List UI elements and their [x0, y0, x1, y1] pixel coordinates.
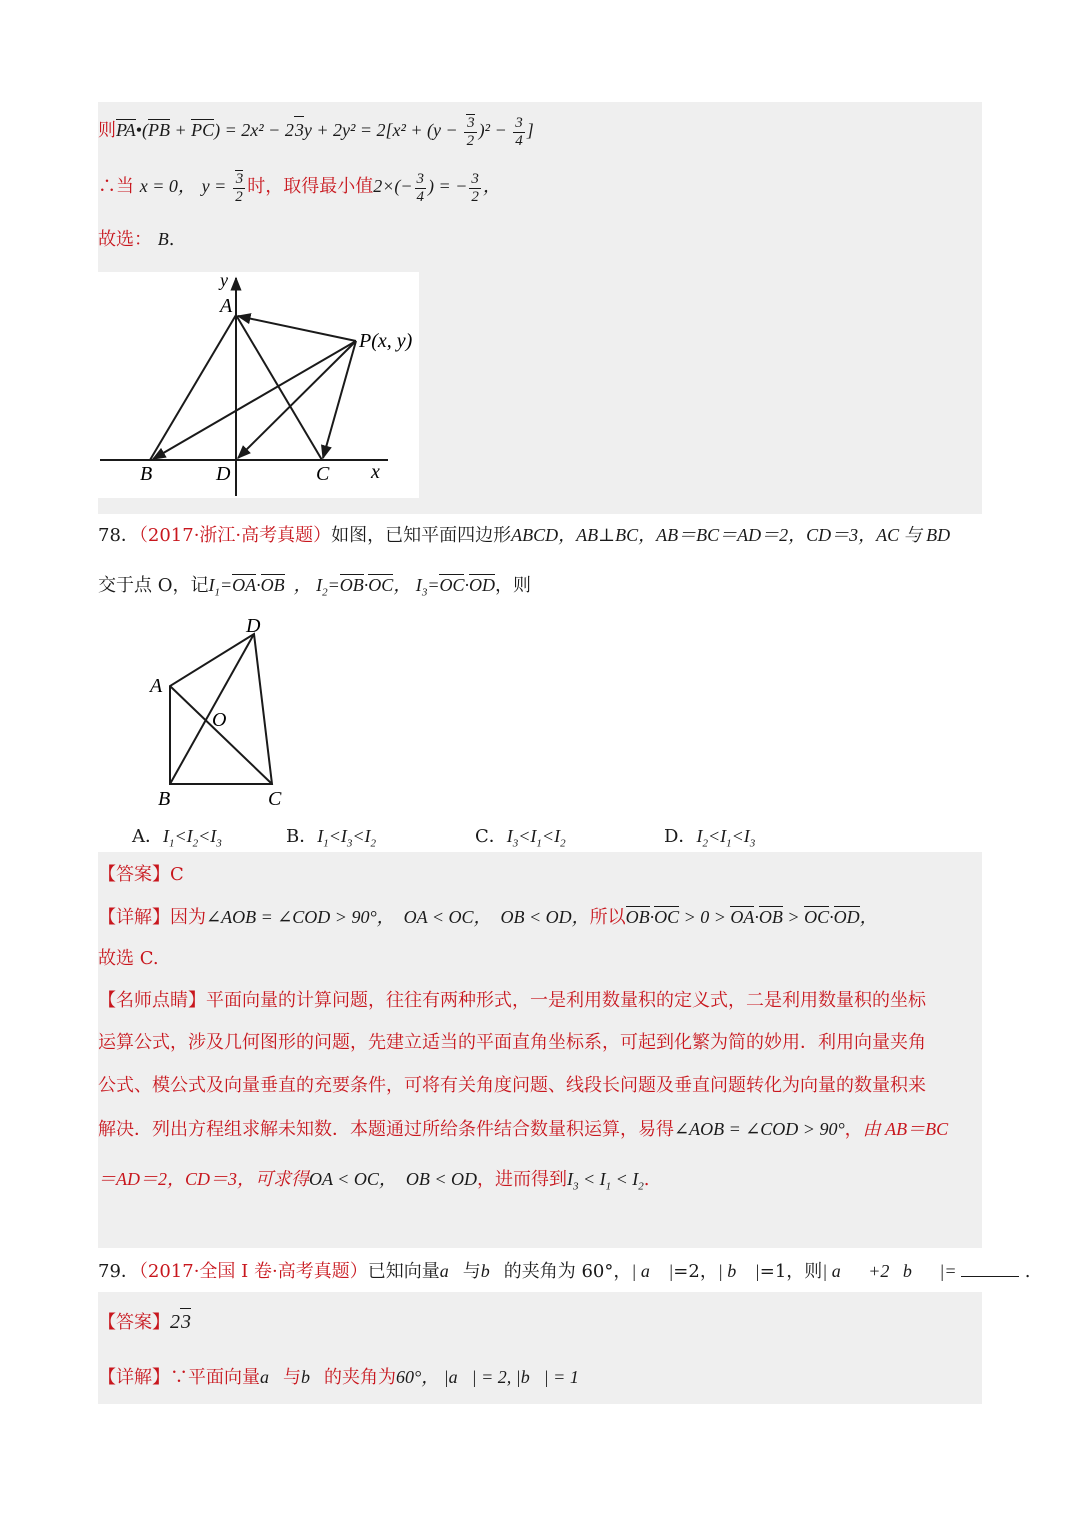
min-value-expression: 2×(− $\frac{3}{4}$ ) = − $\frac{3}{2}$ ，	[373, 170, 501, 205]
stem-78-c: 交于点 O，记	[98, 575, 209, 596]
answer-blank-79[interactable]	[961, 1260, 1019, 1277]
prefix-then: 则	[98, 120, 116, 142]
q78-stem-line-1	[98, 522, 950, 549]
option-c-expr: $I_3<I_1<I_2$	[506, 826, 566, 850]
detail-79-values: 60°， |a⃗| = 2, |b⃗| = 1	[396, 1367, 579, 1387]
vector-a: a⃗	[439, 1261, 463, 1281]
option-d[interactable]	[664, 822, 755, 850]
label-A: A	[220, 295, 233, 317]
stem-78-d: ，则	[494, 575, 531, 596]
figure-78-svg	[140, 610, 290, 810]
x-equals-zero: x = 0，	[139, 176, 196, 197]
option-c-letter: C．	[475, 826, 507, 847]
I-definitions: $I_1=OA\cdot OB$ ， $I_2=OB\cdot OC$， $I_3=OC\cdot OD$	[208, 575, 495, 599]
segment-AB	[150, 315, 236, 460]
detail-79-c: 的夹角为	[324, 1367, 397, 1388]
q78-answer-line	[98, 862, 184, 888]
stem-78-a: 如图，已知平面四边形	[331, 525, 512, 546]
y-value: y = $\frac{3}{2}$	[201, 171, 244, 205]
vector-b: b⃗	[480, 1261, 504, 1281]
detail-78-a: 因为	[170, 907, 206, 928]
figure-77	[98, 272, 419, 498]
label-D: D	[216, 463, 231, 485]
label-A: A	[150, 675, 163, 697]
tip-tag-78: 【名师点睛】	[98, 990, 206, 1011]
tip-78-ineq1: OA < OC， OB < OD	[309, 1169, 477, 1189]
label-x: x	[371, 461, 380, 483]
q79-stem-line: 79．（2017·全国 I 卷·高考真题）已知向量a⃗与b⃗的夹角为 60°，| a⃗ |=2，| b⃗ |=1，则| a⃗ +2 b⃗ |= .	[98, 1261, 1031, 1282]
detail-78-end: 故选 C.	[98, 948, 159, 969]
dot-product-formula: PA•(PB + PC) = 2x² − 23y + 2y² = 2[x² + (y − $\frac{3}{2}$ )² − $\frac{3}{4}$ ]	[116, 114, 534, 149]
stem-79-e: =1，则	[759, 1261, 823, 1282]
detail-79-a: ∵平面向量	[170, 1367, 260, 1388]
source-tag-79: （2017·全国 I 卷·高考真题）	[138, 1261, 368, 1282]
answer-value-78: C	[170, 864, 184, 885]
tip-78-3: 公式、模公式及向量垂直的充要条件，可将有关角度问题、线段长问题及垂直问题转化为向量的数量积来	[98, 1075, 926, 1096]
question-number-78: 78．	[98, 525, 139, 546]
q78-tip-line-3	[98, 1073, 926, 1099]
option-b-expr: $I_1<I_3<I_2$	[317, 826, 377, 850]
detail-vector-a: a⃗	[260, 1367, 284, 1387]
tip-78-result: $I_3 < I_1 < I_2$	[566, 1169, 644, 1193]
tip-78-4b: 由 AB＝BC	[862, 1119, 949, 1139]
choice-letter: B	[157, 229, 169, 249]
stem-79-b: 与	[462, 1261, 481, 1282]
figure-78	[140, 610, 290, 810]
angle-condition: ∠AOB = ∠COD > 90°， OA < OC， OB < OD，	[206, 907, 590, 927]
detail-vector-b: b⃗	[301, 1367, 325, 1387]
label-C: C	[316, 463, 330, 485]
label-C: C	[268, 788, 282, 810]
option-b[interactable]	[286, 822, 376, 850]
prefix-therefore: ∴当	[98, 176, 134, 198]
option-d-letter: D．	[664, 826, 697, 847]
label-P: P(x, y)	[359, 330, 413, 352]
q78-tip-line-4: 解决．列出方程组求解未知数．本题通过所给条件结合数量积运算，易得∠AOB = ∠COD > 90°，由 AB＝BC	[98, 1119, 949, 1140]
tip-78-5b: 进而得到	[494, 1169, 567, 1190]
stem-79-d: =2，	[673, 1261, 718, 1282]
q78-tip-line-5: ＝AD＝2，CD＝3，可求得OA < OC， OB < OD，进而得到$I_3 < I_1 < I_2$.	[98, 1169, 650, 1193]
stem-78-b: ABCD，AB⊥BC，AB＝BC＝AD＝2，CD＝3，AC 与 BD	[511, 525, 951, 545]
stem-79-a: 已知向量	[367, 1261, 440, 1282]
q77-dot-product-line	[98, 114, 534, 150]
detail-tag-79: 【详解】	[98, 1367, 170, 1388]
option-a-letter: A．	[132, 826, 163, 847]
detail-tag-78: 【详解】	[98, 907, 170, 928]
tip-78-2: 运算公式，涉及几何图形的问题，先建立适当的平面直角坐标系，可起到化繁为简的妙用．利用向量夹角	[98, 1032, 926, 1053]
target-expression: | a⃗ +2 b⃗ |=	[822, 1261, 961, 1281]
tip-78-angle: ∠AOB = ∠COD > 90°	[674, 1119, 845, 1139]
q78-stem-line-2	[98, 572, 531, 606]
abs-a: | a⃗ |	[631, 1261, 674, 1281]
answer-value-79: 23	[170, 1311, 191, 1333]
q77-minimum-line	[98, 170, 501, 206]
option-b-letter: B．	[286, 826, 318, 847]
option-d-expr: $I_2<I_1<I_3$	[696, 826, 756, 850]
label-D: D	[246, 615, 261, 637]
answer-tag-78: 【答案】	[98, 864, 170, 885]
label-O: O	[212, 709, 227, 731]
q78-tip-line-2	[98, 1030, 926, 1056]
answer-tag-79: 【答案】	[98, 1312, 170, 1333]
detail-78-b: 所以	[589, 907, 626, 928]
question-number-79: 79．	[98, 1261, 139, 1282]
q77-choice-line: 故选： B.	[98, 229, 175, 250]
option-c[interactable]	[475, 822, 566, 850]
tip-78-1: 平面向量的计算问题，往往有两种形式，一是利用数量积的定义式，二是利用数量积的坐标	[206, 990, 926, 1011]
label-B: B	[158, 788, 171, 810]
q78-detail-end	[98, 946, 159, 972]
min-value-text: 时，取得最小值	[247, 176, 374, 198]
q78-detail-line	[98, 904, 878, 931]
detail-79-b: 与	[283, 1367, 302, 1388]
detail-78-inequality: OB·OC > 0 > OA·OB > OC·OD，	[625, 907, 878, 927]
abs-b: | b⃗ |	[717, 1261, 760, 1281]
choose-label: 故选：	[98, 229, 152, 250]
vector-PA	[238, 316, 356, 341]
q78-tip-line-1	[98, 988, 926, 1014]
option-a-expr: $I_1<I_2<I_3$	[163, 826, 222, 850]
q79-detail-line	[98, 1364, 579, 1391]
label-y: y	[220, 272, 228, 290]
option-a[interactable]	[132, 822, 222, 850]
label-B: B	[140, 463, 153, 485]
tip-78-4a: 解决．列出方程组求解未知数．本题通过所给条件结合数量积运算，易得	[98, 1119, 674, 1140]
source-tag-78: （2017·浙江·高考真题）	[138, 525, 332, 546]
figure-77-svg	[98, 272, 419, 498]
diagonal-AC	[170, 686, 272, 784]
tip-78-5a: ＝AD＝2，CD＝3，可求得	[98, 1169, 309, 1189]
q79-answer-line	[98, 1308, 191, 1336]
stem-79-c: 的夹角为 60°，	[503, 1261, 632, 1282]
